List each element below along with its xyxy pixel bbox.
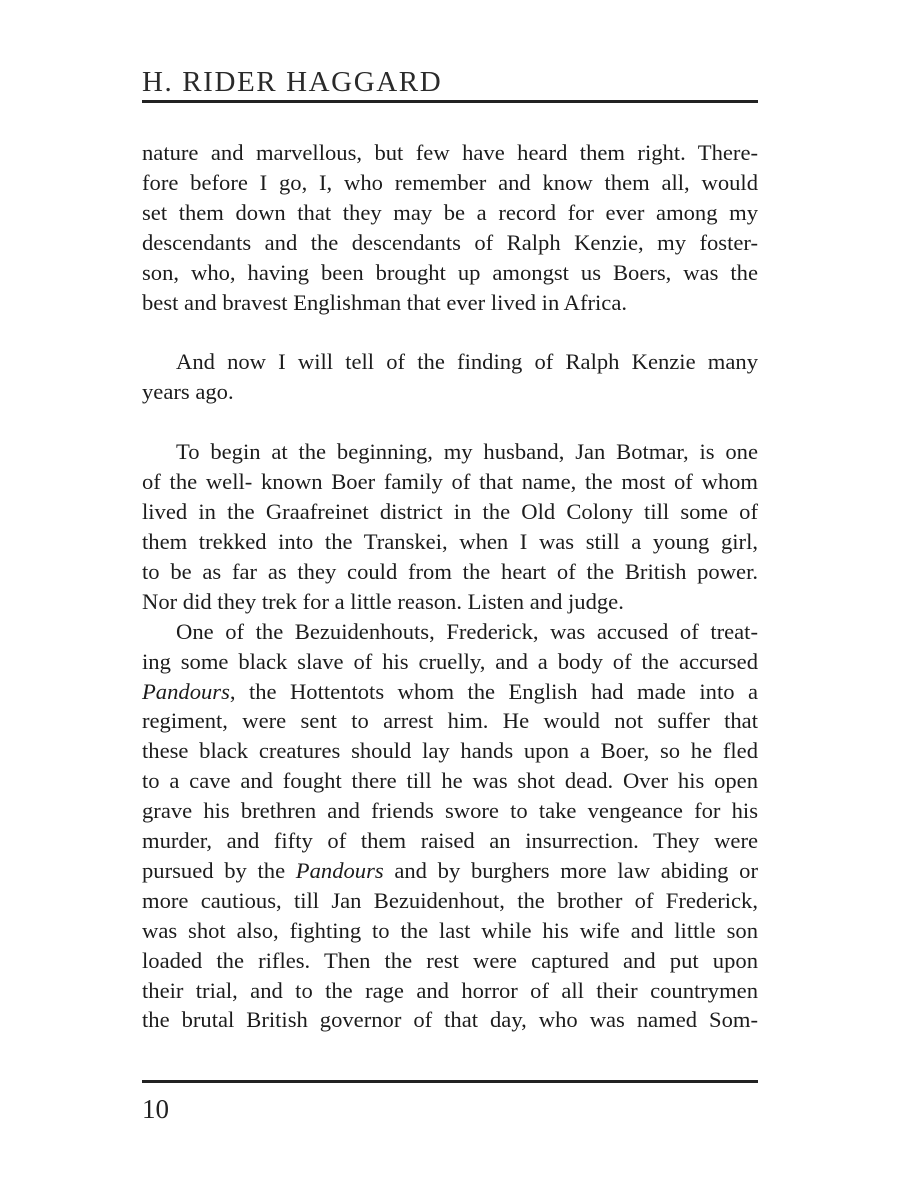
text-line: to a cave and fought there till he was shot dead. Over his open: [142, 768, 758, 794]
text-line: loaded the rifles. Then the rest were captured and put upon: [142, 947, 758, 973]
paragraph-1: [142, 138, 758, 317]
text-line: best and bravest Englishman that ever lived in Africa.: [142, 289, 627, 315]
text-fragment: pursued by the: [142, 857, 296, 883]
text-line: descendants and the descendants of Ralph Kenzie, my foster-: [142, 229, 758, 255]
italic-term: Pandours: [142, 678, 230, 704]
text-line: One of the Bezuidenhouts, Frederick, was accused of treat-: [176, 618, 758, 644]
running-head: H. RIDER HAGGARD: [142, 66, 443, 98]
text-line: And now I will tell of the finding of Ralph Kenzie many: [176, 349, 758, 375]
text-line: Nor did they trek for a little reason. Listen and judge.: [142, 588, 624, 614]
text-line: the brutal British governor of that day, who was named Som-: [142, 1007, 758, 1033]
header-rule: [142, 100, 758, 103]
text-line: to be as far as they could from the heart of the British power.: [142, 558, 758, 584]
text-line: lived in the Graafreinet district in the Old Colony till some of: [142, 499, 758, 525]
text-line: these black creatures should lay hands upon a Boer, so he fled: [142, 738, 758, 764]
text-line: fore before I go, I, who remember and know them all, would: [142, 169, 758, 195]
text-line: [142, 856, 758, 886]
text-line: To begin at the beginning, my husband, Jan Botmar, is one: [176, 439, 758, 465]
text-line: them trekked into the Transkei, when I was still a young girl,: [142, 528, 758, 554]
body-text: [142, 138, 758, 1035]
text-fragment: , the Hottentots whom the English had made into a: [229, 678, 758, 704]
text-line: was shot also, fighting to the last while his wife and little son: [142, 917, 758, 943]
text-line: set them down that they may be a record for ever among my: [142, 199, 758, 225]
paragraph-4: [142, 617, 758, 1036]
text-line: ing some black slave of his cruelly, and a body of the accursed: [142, 648, 758, 674]
text-line: nature and marvellous, but few have heard them right. There-: [142, 140, 758, 165]
text-line: [142, 677, 758, 707]
text-line: murder, and fifty of them raised an insurrection. They were: [142, 828, 758, 854]
text-line: grave his brethren and friends swore to take vengeance for his: [142, 798, 758, 824]
text-line: of the well- known Boer family of that name, the most of whom: [142, 469, 758, 495]
italic-term: Pandours: [295, 857, 384, 883]
text-line: more cautious, till Jan Bezuidenhout, the brother of Frederick,: [142, 887, 758, 913]
text-line: their trial, and to the rage and horror of all their countrymen: [142, 977, 758, 1003]
text-line: years ago.: [142, 379, 234, 405]
text-fragment: and by burghers more law abiding or: [383, 857, 758, 883]
page-number: 10: [142, 1094, 169, 1124]
footer-rule: [142, 1080, 758, 1083]
text-line: regiment, were sent to arrest him. He would not suffer that: [142, 708, 758, 734]
paragraph-3: [142, 437, 758, 616]
text-line: son, who, having been brought up amongst us Boers, was the: [142, 259, 758, 285]
paragraph-2: [142, 347, 758, 407]
